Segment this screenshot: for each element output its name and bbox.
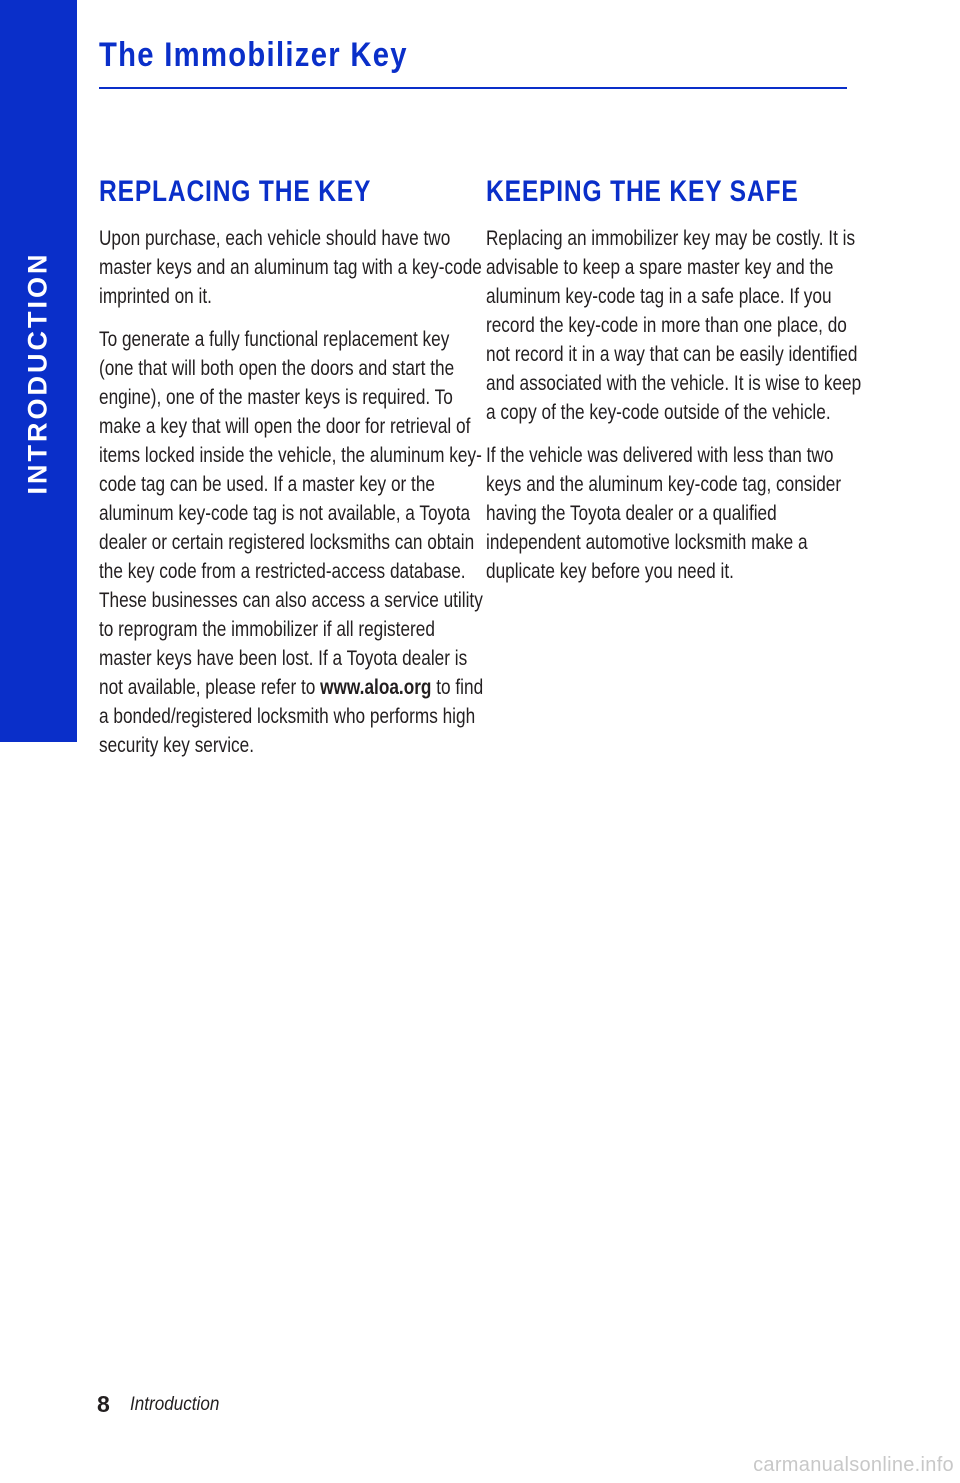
side-tab-label: INTRODUCTION (22, 251, 53, 495)
replacing-key-paragraph-2 (99, 325, 484, 760)
keeping-key-safe-heading: KEEPING THE KEY SAFE (486, 175, 799, 208)
keeping-key-safe-section (486, 174, 871, 600)
page-number: 8 (97, 1391, 110, 1417)
side-tab (0, 0, 77, 742)
keeping-key-safe-paragraph-2: If the vehicle was delivered with less than two keys and the aluminum key-code tag, consider having the Toyota dealer or a qualified independent automotive locksmith make a duplicate key before you need it. (486, 444, 842, 583)
title-divider (99, 87, 847, 89)
footer-section-name: Introduction (130, 1394, 220, 1415)
aloa-website-link: www.aloa.org (320, 676, 432, 699)
replacing-key-paragraph-2-text-after: to find a bonded/registered locksmith who performs high security key service. (99, 676, 484, 757)
watermark: carmanualsonline.info (753, 1454, 954, 1476)
page-title: The Immobilizer Key (99, 36, 408, 74)
replacing-key-heading: REPLACING THE KEY (99, 175, 372, 208)
keeping-key-safe-paragraph-1: Replacing an immobilizer key may be costly. It is advisable to keep a spare master key and the aluminum key-code tag in a safe place. If you record the key-code in more than one place, do not record it in a way that can be easily identified and associated with the vehicle. It is wise to keep a copy of the key-code outside of the vehicle. (486, 227, 862, 424)
replacing-key-paragraph-1: Upon purchase, each vehicle should have two master keys and an aluminum tag with a key-code imprinted on it. (99, 227, 482, 308)
replacing-key-section (99, 174, 484, 774)
replacing-key-paragraph-2-text-before: To generate a fully functional replacement key (one that will both open the doors and start the engine), one of the master keys is required. To make a key that will open the door for retrieval of items locked inside the vehicle, the aluminum key-code tag can be used. If a master key or the aluminum key-code tag is not available, a Toyota dealer or certain registered locksmiths can obtain the key code from a restricted-access database. These businesses can also access a service utility to reprogram the immobilizer if all registered master keys have been lost. If a Toyota dealer is not available, please refer to (99, 328, 483, 699)
